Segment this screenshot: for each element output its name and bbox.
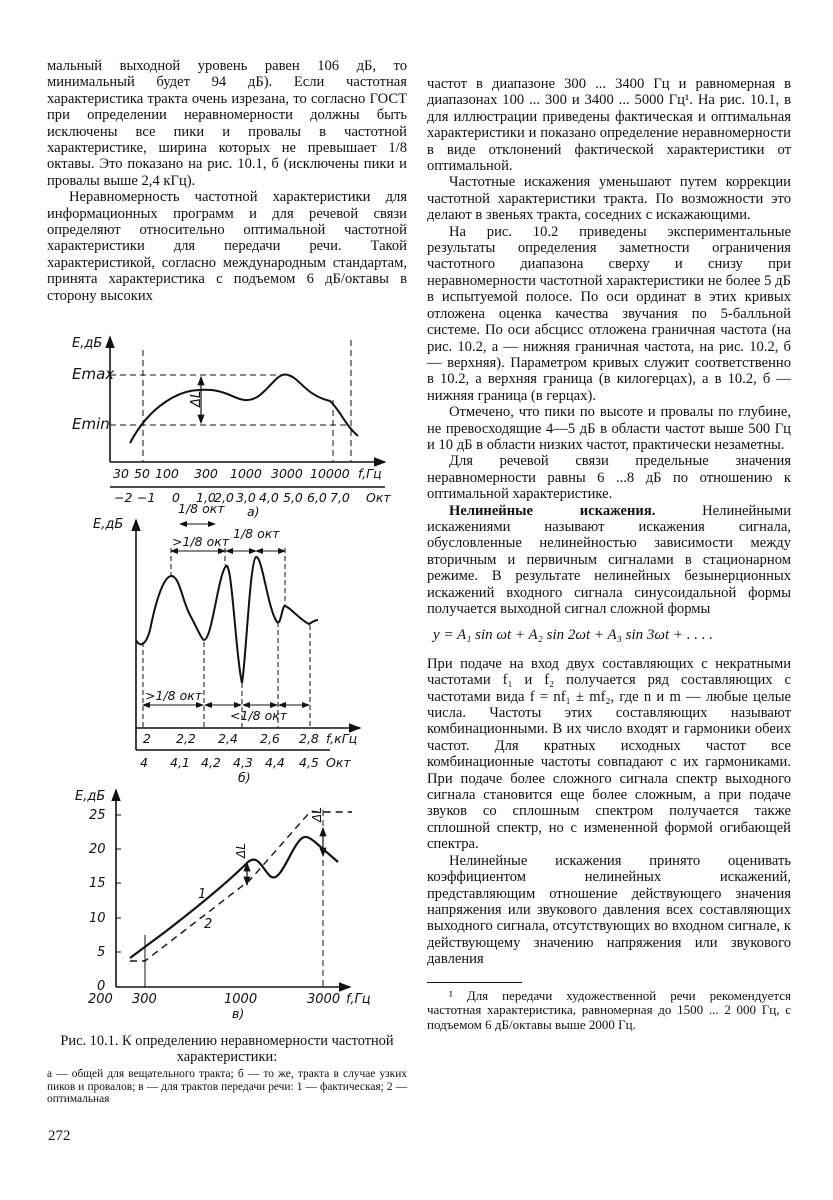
tick-label: 200 [88, 992, 113, 1007]
panel-a-emax-label: Emax [72, 365, 115, 383]
tick-label: −1 [137, 490, 156, 505]
panel-b-curve [136, 557, 318, 683]
tick-label: 1000 [224, 992, 258, 1007]
section-text: Нелинейными искажениями называют искажения сигнала, обусловленные нелинейностью зависимости между вторичным и первичным сигналами в стационарном режиме. В результате нелинейных безынерционных искажений входного сигнала синусоидальной формы получается выходной сигнал сложной формы [427, 502, 792, 617]
paragraph: мальный выходной уровень равен 106 дБ, то минимальный будет 94 дБ). Если частотная характеристика тракта очень изрезана, то согласно ГОСТ при определении неравномерности должны быть исключены все пики и провалы в частотной характеристике, ширина которых не превышает 1/8 октавы. Это показано на рис. 10.1, б (исключены пики и провалы выше 2,4 кГц). [47, 58, 407, 189]
panel-c-ylabel: E,дБ [75, 789, 106, 804]
tick-label: 30 [113, 466, 129, 481]
tick-label: 4 [140, 755, 148, 770]
panel-b-gt-bottom-label: >1/8 окт [145, 688, 203, 703]
axis-label: f,Гц [346, 992, 371, 1007]
axis-label: f,кГц [326, 731, 358, 746]
tick-label: 2,4 [218, 731, 238, 746]
panel-c-label: в) [232, 1006, 245, 1021]
tick-label: 4,5 [299, 755, 319, 770]
tick-label: 3,0 [236, 490, 256, 505]
panel-b-label: б) [238, 770, 251, 785]
tick-label: 4,3 [233, 755, 253, 770]
tick-label: 10 [89, 911, 106, 926]
panel-b-oct-ticks [140, 755, 351, 770]
tick-label: 0 [97, 979, 106, 994]
axis-label: f,Гц [358, 466, 382, 481]
tick-label: 2,0 [214, 490, 234, 505]
tick-label: 5,0 [283, 490, 303, 505]
panel-a-label: а) [247, 504, 260, 519]
paragraph: Частотные искажения уменьшают путем коррекции частотной характеристики тракта. По возможности это делают в звеньях тракта, соседних с искажающими. [427, 174, 791, 224]
tick-label: 2,2 [176, 731, 196, 746]
paragraph: Нелинейные искажения принято оценивать коэффициентом нелинейных искажений, представляющим отношение действующего значения напряжения или звукового давления всех составляющих выходного сигнала, отсутствующих во входном сигнале, к действующему значению напряжения или звукового давления [427, 852, 791, 968]
panel-a [72, 336, 391, 519]
panel-c-y-ticks [89, 808, 106, 994]
panel-c-delta-label: ΔL [234, 843, 248, 858]
paragraph: При подаче на вход двух составляющих с некратными частотами f₁ и f₂ получается ряд составляющих с частотами вида f = nf₁ ± mf₂, где n и m — любые целые числа. Частоты этих составляющих называют комбинационными. В их число входят и гармоники обеих частот. Для кратных исходных частот все комбинационные частоты совпадают с их гармониками. При подаче более сложного сигнала спектр выходного сигнала становится еще более сложным, а при подаче звуков со сплошным спектром получается также сплошной спектр, но с измененной формой огибающей спектра. [427, 655, 791, 853]
tick-label: −2 [114, 490, 133, 505]
panel-c [75, 789, 371, 1021]
paragraph: Отмечено, что пики по высоте и провалы по глубине, не превосходящие 4—5 дБ в области частот выше 500 Гц и 10 дБ в области низких частот, практически незаметны. [427, 404, 791, 453]
panel-c-curve-optimal [130, 812, 352, 961]
page-number: 272 [48, 1128, 71, 1144]
tick-label: 20 [89, 842, 106, 857]
panel-a-delta-label: ΔL [189, 390, 204, 407]
tick-label: 3000 [307, 992, 341, 1007]
tick-label: 7,0 [330, 490, 350, 505]
panel-c-delta-label: ΔL [310, 807, 324, 822]
curve-label-1: 1 [198, 887, 207, 902]
paragraph: Неравномерность частотной характеристики для информационных программ и для речевой связи определяют относительно оптимальной частотной характеристики для передачи речи. Такой характеристикой, согласно международным стандартам, принята характеристика с подъемом 6 дБ/октавы в сторону высоких [47, 189, 407, 304]
panel-b-ylabel: E,дБ [93, 517, 124, 532]
footnote-rule [427, 982, 522, 983]
tick-label: 0 [172, 490, 180, 505]
tick-label: 10000 [310, 466, 350, 481]
tick-label: 4,0 [259, 490, 279, 505]
caption-text: а — общей для вещательного тракта; б — то же, тракта в случае узких пиков и провалов; в — для трактов передачи речи: 1 — фактическая; 2 — оптимальная [47, 1068, 407, 1105]
tick-label: 100 [155, 466, 179, 481]
panel-a-freq-ticks [113, 466, 382, 481]
tick-label: 1000 [230, 466, 262, 481]
paragraph: Для речевой связи предельные значения неравномерности равны 6 ...8 дБ по отношению к оптимальной характеристике. [427, 453, 791, 503]
panel-a-ylabel: E,дБ [72, 336, 103, 351]
panel-b-top-label: 1/8 окт [178, 501, 225, 516]
panel-b-gt-label: >1/8 окт [172, 534, 230, 549]
tick-label: 50 [134, 466, 150, 481]
tick-label: 300 [132, 992, 157, 1007]
panel-c-x-ticks [88, 992, 371, 1007]
section-paragraph [427, 503, 791, 618]
tick-label: 300 [194, 466, 218, 481]
tick-label: 4,4 [265, 755, 285, 770]
footnote: ¹ Для передачи художественной речи рекомендуется частотная характеристика, равномерная до 1500 ... 2 000 Гц, с подъемом 6 дБ/октавы выше 2000 Гц. [427, 987, 791, 1032]
figure-caption [47, 1033, 407, 1106]
tick-label: 4,1 [170, 755, 190, 770]
right-column-text [427, 76, 791, 1032]
tick-label: 25 [89, 808, 106, 823]
tick-label: 15 [89, 876, 106, 891]
panel-b-lt-label: <1/8 окт [230, 708, 288, 723]
tick-label: 4,2 [201, 755, 221, 770]
axis-label: Окт [326, 755, 351, 770]
tick-label: 2 [143, 731, 151, 746]
panel-b-freq-ticks [143, 731, 357, 746]
curve-label-2: 2 [204, 917, 213, 932]
tick-label: 3000 [271, 466, 303, 481]
tick-label: 5 [97, 945, 106, 960]
paragraph: На рис. 10.2 приведены экспериментальные результаты определения заметности ограничения частотного диапазона сверху и снизу при неравномерности частотной характеристики не более 5 дБ в испытуемой полосе. По оси ординат в этих кривых отложена оценка качества звучания по 5-балльной системе. По оси абсцисс отложена граничная частота (на рис. 10.2, а — нижняя граничная частота, на рис. 10.2, б — верхняя). Параметром кривых служит соответственно в 10.2, а верхняя граница (в килогерцах), а в 10.2, б — нижняя граница (в герцах). [427, 223, 791, 404]
tick-label: 1,0 [196, 490, 216, 505]
section-heading: Нелинейные искажения. [449, 502, 656, 519]
panel-b [93, 501, 360, 785]
panel-a-curve [130, 374, 358, 443]
panel-a-oct-ticks [114, 490, 391, 505]
caption-title: Рис. 10.1. К определению неравномерности частотной характеристики: [60, 1033, 394, 1065]
formula: y = A₁ sin ωt + A₂ sin 2ωt + A₃ sin 3ωt + . . . . [433, 627, 714, 644]
paragraph: частот в диапазоне 300 ... 3400 Гц и равномерная в диапазонах 100 ... 300 и 3400 ... 5000 Гц¹. На рис. 10.1, в для иллюстрации приведены фактическая и оптимальная характеристики и показано определение неравномерности в виде отклонений фактической характеристики от оптимальной. [427, 76, 791, 175]
tick-label: 2,8 [299, 731, 319, 746]
panel-b-mid-label: 1/8 окт [233, 526, 280, 541]
tick-label: 6,0 [307, 490, 327, 505]
tick-label: 2,6 [260, 731, 280, 746]
panel-a-emin-label: Emin [72, 415, 110, 433]
axis-label: Окт [366, 490, 391, 505]
